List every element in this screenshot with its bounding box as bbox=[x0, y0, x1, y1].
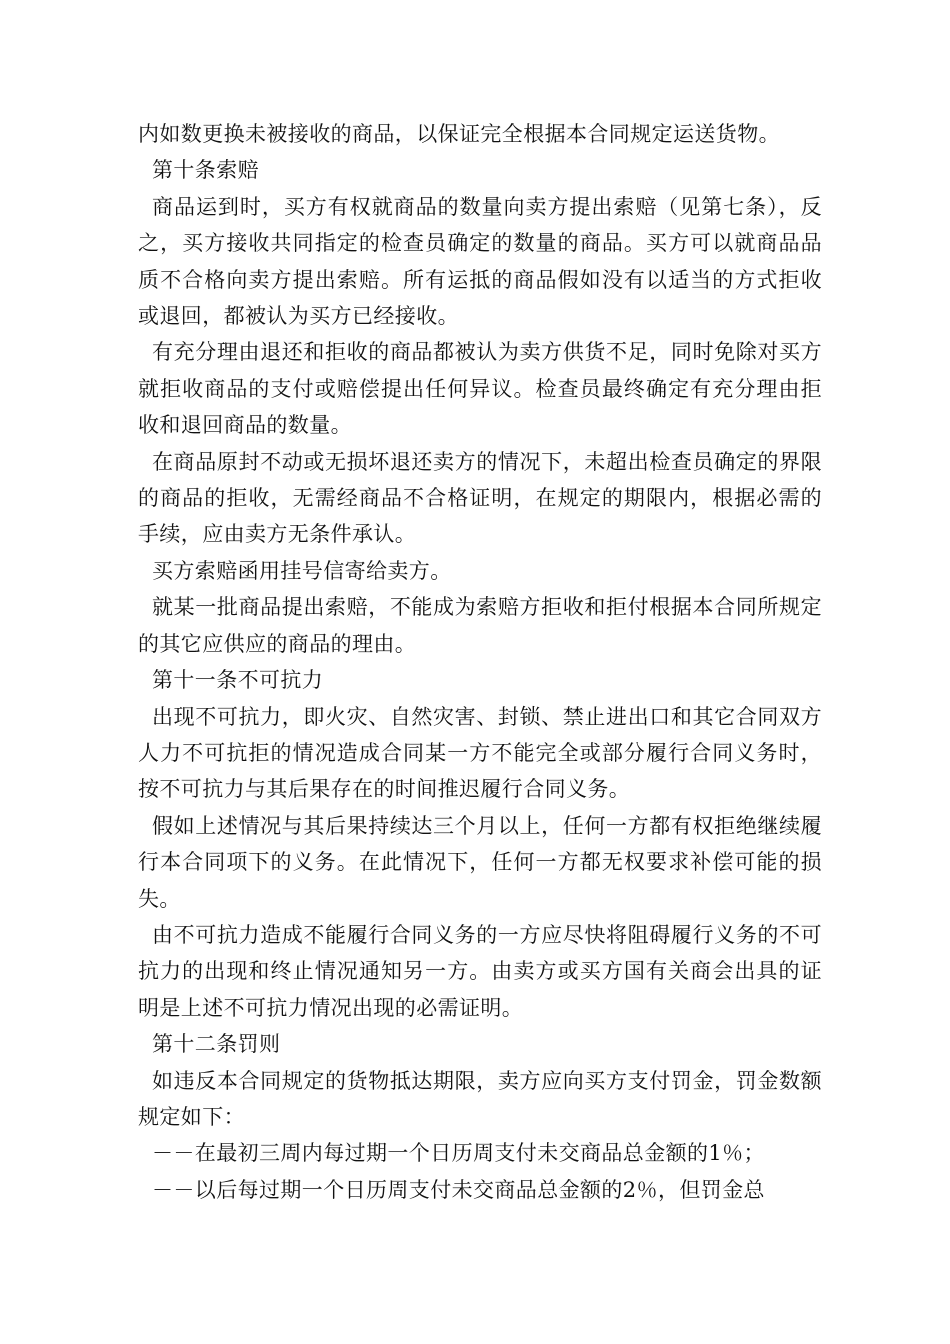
paragraph: 就某一批商品提出索赔，不能成为索赔方拒收和拒付根据本合同所规定的其它应供应的商品的理由。 bbox=[138, 595, 822, 656]
section-heading-force-majeure: 第十一条不可抗力 bbox=[152, 668, 324, 693]
list-item: －－在最初三周内每过期一个日历周支付未交商品总金额的1％； bbox=[152, 1141, 765, 1166]
list-item: －－以后每过期一个日历周支付未交商品总金额的2％，但罚金总 bbox=[152, 1177, 765, 1202]
paragraph: 买方索赔函用挂号信寄给卖方。 bbox=[152, 558, 452, 583]
section-heading-penalties: 第十二条罚则 bbox=[152, 1032, 281, 1057]
paragraph: 在商品原封不动或无损坏退还卖方的情况下，未超出检查员确定的界限的商品的拒收，无需经商品不合格证明，在规定的期限内，根据必需的手续，应由卖方无条件承认。 bbox=[138, 449, 822, 547]
document-body bbox=[138, 116, 822, 1208]
paragraph-continuation: 内如数更换未被接收的商品，以保证完全根据本合同规定运送货物。 bbox=[138, 122, 780, 146]
paragraph: 出现不可抗力，即火灾、自然灾害、封锁、禁止进出口和其它合同双方人力不可抗拒的情况造成合同某一方不能完全或部分履行合同义务时，按不可抗力与其后果存在的时间推迟履行合同义务。 bbox=[138, 704, 822, 802]
paragraph: 商品运到时，买方有权就商品的数量向卖方提出索赔（见第七条），反之，买方接收共同指定的检查员确定的数量的商品。买方可以就商品品质不合格向卖方提出索赔。所有运抵的商品假如没有以适当的方式拒收或退回，都被认为买方已经接收。 bbox=[138, 194, 822, 329]
paragraph: 假如上述情况与其后果持续达三个月以上，任何一方都有权拒绝继续履行本合同项下的义务。在此情况下，任何一方都无权要求补偿可能的损失。 bbox=[138, 813, 822, 911]
paragraph: 如违反本合同规定的货物抵达期限，卖方应向买方支付罚金，罚金数额规定如下： bbox=[138, 1068, 822, 1129]
section-heading-claims: 第十条索赔 bbox=[152, 158, 259, 183]
paragraph: 有充分理由退还和拒收的商品都被认为卖方供货不足，同时免除对买方就拒收商品的支付或赔偿提出任何异议。检查员最终确定有充分理由拒收和退回商品的数量。 bbox=[138, 340, 822, 438]
paragraph: 由不可抗力造成不能履行合同义务的一方应尽快将阻碍履行义务的不可抗力的出现和终止情况通知另一方。由卖方或买方国有关商会出具的证明是上述不可抗力情况出现的必需证明。 bbox=[138, 922, 822, 1020]
